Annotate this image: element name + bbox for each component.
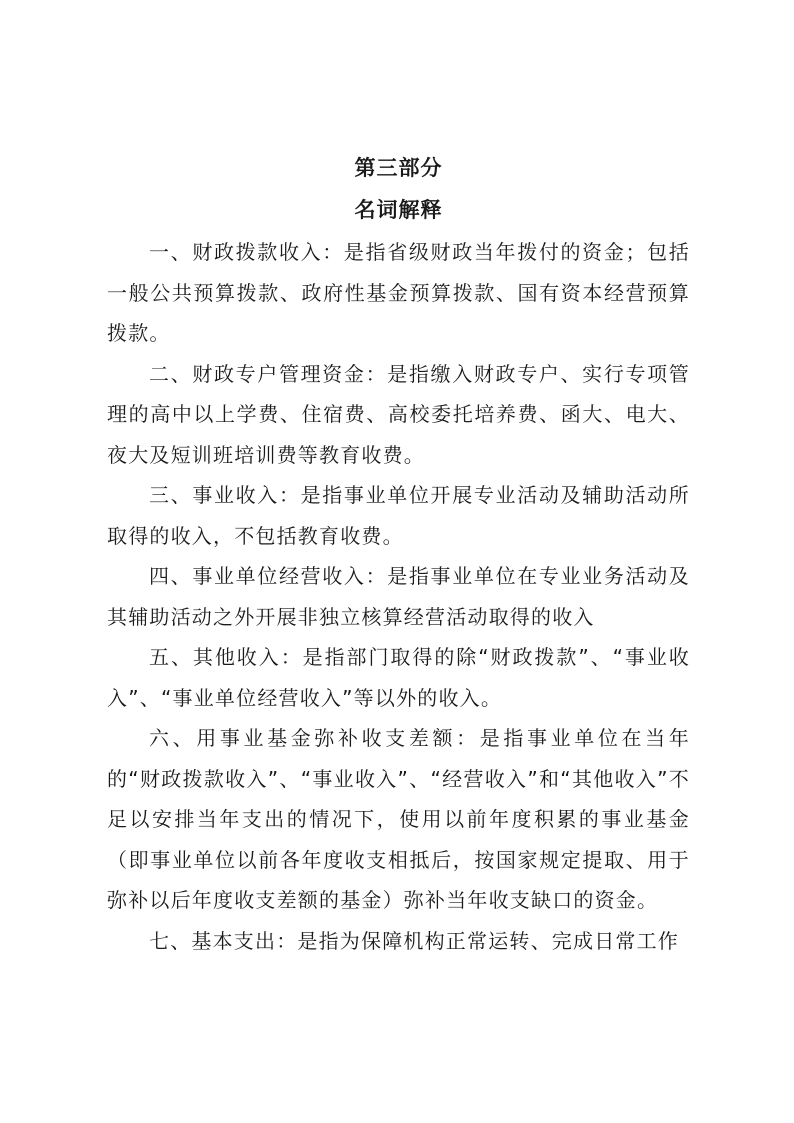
paragraph-2: 二、财政专户管理资金：是指缴入财政专户、实行专项管理的高中以上学费、住宿费、高校委托培养费、函大、电大、夜大及短训班培训费等教育收费。 [107,361,690,467]
paragraph-4: 四、事业单位经营收入：是指事业单位在专业业务活动及其辅助活动之外开展非独立核算经营活动取得的收入 [107,564,690,629]
section-title: 名词解释 [354,198,443,222]
paragraph-5: 五、其他收入：是指部门取得的除“财政拨款”、“事业收入”、“事业单位经营收入”等以外的收入。 [107,645,690,710]
part-title: 第三部分 [354,156,443,180]
paragraph-6: 六、用事业基金弥补收支差额：是指事业单位在当年的“财政拨款收入”、“事业收入”、“经营收入”和“其他收入”不足以安排当年支出的情况下，使用以前年度积累的事业基金（即事业单位以前各年度收支相抵后，按国家规定提取、用于弥补以后年度收支差额的基金）弥补当年收支缺口的资金。 [107,726,690,912]
paragraph-3: 三、事业收入：是指事业单位开展专业活动及辅助活动所取得的收入，不包括教育收费。 [107,483,690,548]
document-page [107,148,690,961]
paragraph-1: 一、财政拨款收入：是指省级财政当年拨付的资金；包括一般公共预算拨款、政府性基金预算拨款、国有资本经营预算拨款。 [107,240,690,345]
paragraph-7: 七、基本支出：是指为保障机构正常运转、完成日常工作 [149,928,679,953]
